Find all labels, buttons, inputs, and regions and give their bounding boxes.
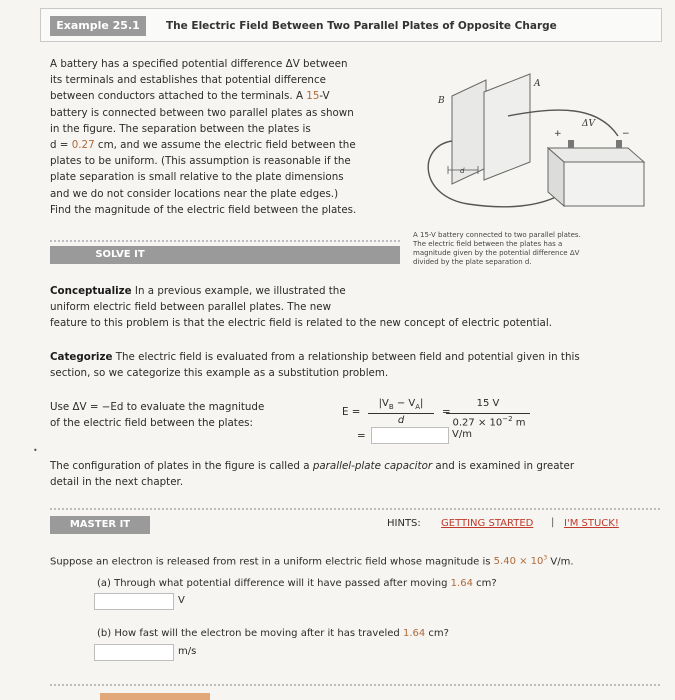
master-it-label: MASTER IT (50, 516, 150, 534)
example-title: The Electric Field Between Two Parallel Plates of Opposite Charge (166, 20, 557, 32)
field-magnitude-value: $5.40 \times 10^3$ (493, 555, 548, 568)
conceptualize-section: Conceptualize In a previous example, we illustrated the uniform electric field between parallel plates. The new feature to this problem is that the electric field is related to the new concept of electric potential. (50, 285, 552, 329)
intro-line: plates to be uniform. (This assumption is reasonable if the (50, 155, 351, 168)
field-unit: V/m (452, 429, 472, 440)
terminal-minus (616, 140, 622, 148)
intro-line: A battery has a specified potential difference ΔV between (50, 58, 348, 70)
equals-sign: = (357, 430, 366, 442)
intro-line: d = 0.27 cm, and we assume the electric field between the (50, 139, 356, 152)
label-a: A (534, 79, 541, 89)
battery-top (548, 148, 644, 162)
terminal-plus (568, 140, 574, 148)
master-problem-statement: Suppose an electron is released from rest in a uniform electric field whose magnitude is $5.40 \times 10^3$ V/m. (50, 555, 574, 568)
battery-side (564, 162, 644, 206)
label-plus: + (554, 129, 562, 139)
potential-difference-unit: V (178, 595, 185, 606)
parallel-plate-figure (408, 66, 658, 226)
im-stuck-link[interactable]: I'M STUCK! (564, 518, 619, 529)
categorize-heading: Categorize (50, 351, 113, 363)
hints-label: HINTS: (387, 518, 421, 529)
question-a: (a) Through what potential difference will it have passed after moving 1.64 cm? (97, 578, 497, 589)
intro-line: between conductors attached to the terminals. A 15-V (50, 90, 330, 103)
submit-button-partial[interactable] (100, 693, 210, 700)
question-b: (b) How fast will the electron be moving after it has traveled 1.64 cm? (97, 628, 449, 639)
categorize-section: Categorize The electric field is evaluated from a relationship between field and potential given in this section, so we categorize this example as a substitution problem. (50, 351, 580, 379)
solve-it-bar (50, 246, 400, 264)
equation-denominator: d (397, 415, 405, 426)
solve-it-label: SOLVE IT (95, 249, 145, 260)
link-separator: | (551, 517, 555, 528)
intro-line: and we do not consider locations near the plate edges.) (50, 187, 339, 200)
potential-difference-input[interactable] (94, 593, 174, 610)
divider (50, 684, 660, 686)
equation-instruction: Use ΔV = −Ed to evaluate the magnitude of the electric field between the plates: (50, 401, 265, 429)
figure-caption: A 15-V battery connected to two parallel plates. The electric field between the plates has a magnitude given by the potential difference ΔV divided by the plate separation d. (413, 231, 581, 266)
conceptualize-heading: Conceptualize (50, 285, 132, 297)
numerator-value: 15 V (476, 398, 500, 409)
plate-a (484, 74, 530, 180)
equation-lhs: E = (342, 406, 361, 418)
equals-sign: = (442, 406, 451, 418)
distance-value-a: 1.64 (450, 578, 473, 589)
label-minus: − (622, 129, 630, 139)
equation-numerator: $|V_B - V_A|$ (378, 398, 424, 411)
speed-input[interactable] (94, 644, 174, 661)
divider (50, 240, 400, 242)
label-d: d (460, 167, 465, 175)
bullet: • (33, 446, 38, 455)
intro-line: Find the magnitude of the electric field between the plates. (50, 203, 357, 216)
fraction-line (368, 413, 434, 414)
getting-started-link[interactable]: GETTING STARTED (441, 518, 534, 529)
divider (50, 508, 660, 510)
field-answer-input[interactable] (371, 427, 449, 444)
plate-b (452, 80, 486, 184)
separation-value: 0.27 (71, 139, 95, 152)
denominator-value: $0.27 \times 10^{-2}$ m (452, 415, 526, 429)
intro-line: in the figure. The separation between the plates is (50, 122, 311, 135)
problem-statement (50, 56, 390, 218)
intro-line: plate separation is small relative to the plate dimensions (50, 171, 344, 184)
label-delta-v: ΔV (582, 119, 595, 129)
example-tag: Example 25.1 (50, 16, 146, 36)
speed-unit: m/s (178, 646, 197, 657)
distance-value-b: 1.64 (402, 628, 426, 639)
capacitor-note: The configuration of plates in the figure is called a parallel-plate capacitor and is examined in greater detail in the next chapter. (50, 460, 575, 488)
fraction-line (446, 413, 530, 414)
label-b: B (438, 96, 445, 106)
intro-line: its terminals and establishes that potential difference (50, 74, 326, 87)
intro-line: battery is connected between two parallel plates as shown (50, 106, 354, 119)
battery-voltage-value: 15 (306, 90, 320, 103)
capacitor-term: parallel-plate capacitor (312, 460, 433, 472)
